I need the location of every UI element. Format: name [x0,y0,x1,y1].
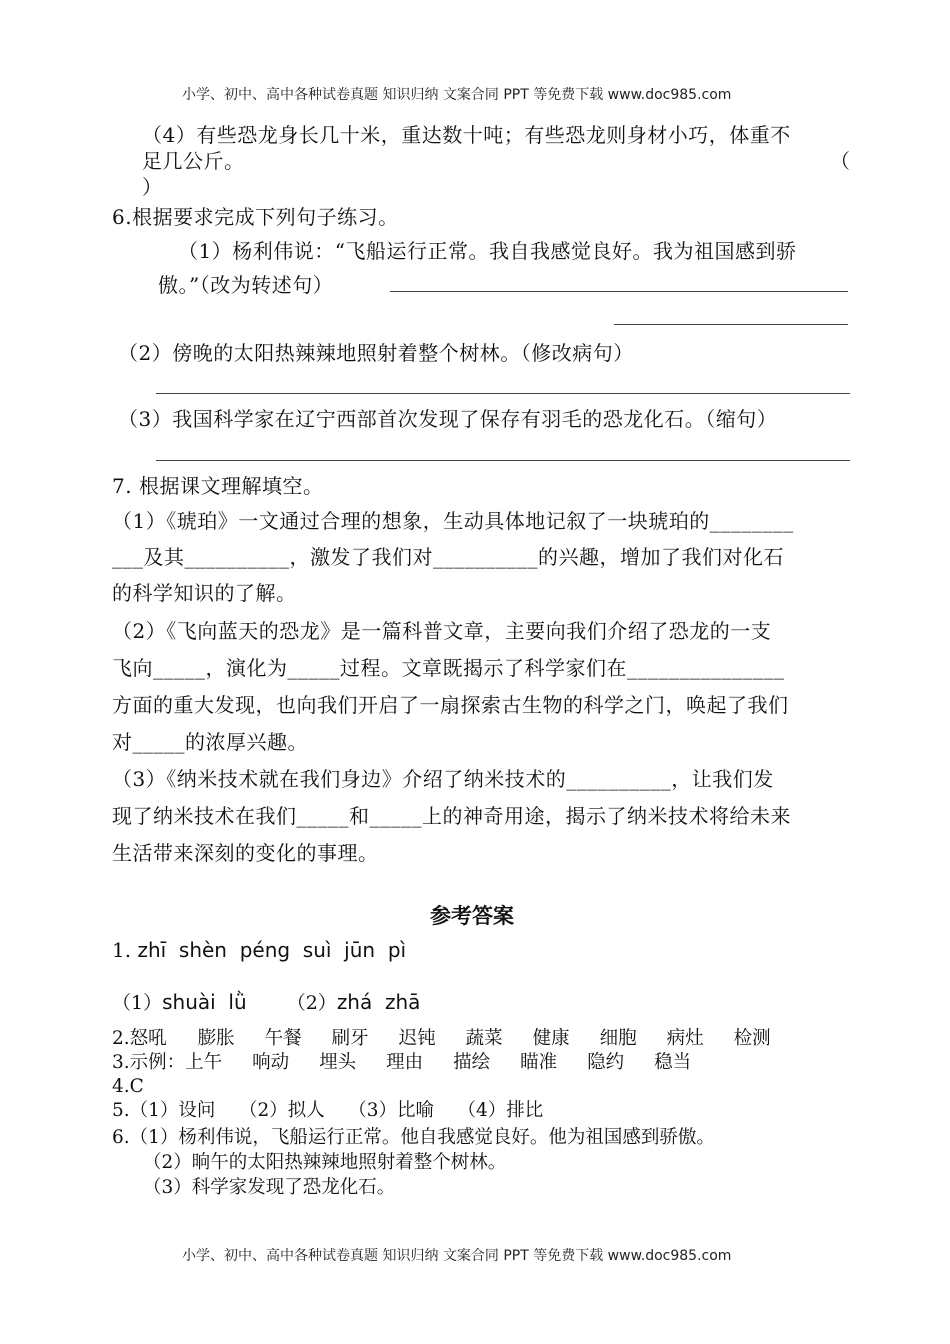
q7-p3-line3: 生活带来深刻的变化的事理。 [112,841,379,865]
q6-item2: （2）傍晚的太阳热辣辣地照射着整个树林。（修改病句） [118,341,634,365]
answer-6-item2: （2）晌午的太阳热辣辣地照射着整个树林。 [143,1152,507,1173]
pinyin-item: péng [239,938,291,962]
word: 上午 [185,1052,223,1073]
word: 细胞 [599,1028,637,1049]
q5-item4-paren-close: ） [142,175,163,199]
q6-item3: （3）我国科学家在辽宁西部首次发现了保存有羽毛的恐龙化石。（缩句） [118,407,778,431]
pinyin-item: jūn [344,938,376,962]
word: 刷牙 [331,1028,369,1049]
answer-3-row [112,1051,691,1075]
answer-1-number: 1. [112,938,132,962]
word: 膨胀 [197,1028,235,1049]
word: 迟钝 [398,1028,436,1049]
answer-4: 4.C [112,1076,144,1097]
pinyin-item: zhī [137,938,167,962]
pinyin-item: pì [387,938,407,962]
answer-1-sub2: zhá zhā [336,990,421,1014]
answer-5: 5.（1）设问 （2）拟人 （3）比喻 （4）排比 [112,1100,544,1121]
q7-p2-line3: 方面的重大发现，也向我们开启了一扇探索古生物的科学之门，唤起了我们 [112,693,789,717]
q7-p1-line3: 的科学知识的了解。 [112,581,297,605]
word: 响动 [252,1052,290,1073]
answer-1-sub1-label: （1） [112,992,163,1014]
word: 病灶 [666,1028,704,1049]
word: 检测 [733,1028,771,1049]
word: 隐约 [587,1052,625,1073]
q7-p2-line2: 飞向_____，演化为_____过程。文章既揭示了科学家们在_______________ [112,656,785,680]
answer-2-row [112,1027,771,1051]
word: 稳当 [654,1052,692,1073]
q6-item1-line1: （1）杨利伟说：“飞船运行正常。我自我感觉良好。我为祖国感到骄 [178,239,797,263]
q6-item1-answer-line2[interactable] [614,324,848,325]
q7-p1-line1: （1）《琥珀》一文通过合理的想象，生动具体地记叙了一块琥珀的________ [112,509,794,533]
q6-item2-answer-line[interactable] [156,393,850,394]
pinyin-item: shèn [178,938,227,962]
q5-item4-paren-open: （ [830,149,851,173]
word: 蔬菜 [465,1028,503,1049]
q7-p2-line4: 对_____的浓厚兴趣。 [112,730,308,754]
word: 埋头 [319,1052,357,1073]
q6-item1-line2: 傲。”（改为转述句） [158,273,334,297]
answer-1-sub2-label: （2） [286,992,337,1014]
word: 理由 [386,1052,424,1073]
word: 瞄准 [520,1052,558,1073]
answer-1-pinyin [137,938,406,962]
q7-p1-line2: ___及其__________，激发了我们对__________的兴趣，增加了我们对化石 [112,545,784,569]
answer-1-sub1: shuài lǜ [162,990,247,1014]
word: 怒吼 [129,1028,167,1049]
word: 午餐 [264,1028,302,1049]
q7-title: 7. 根据课文理解填空。 [112,474,324,498]
q6-title: 6.根据要求完成下列句子练习。 [112,205,399,229]
page-footer: 小学、初中、高中各种试卷真题 知识归纳 文案合同 PPT 等免费下载 www.doc985.com [182,1248,732,1264]
q5-item4-line2: 足几公斤。 [142,149,245,173]
word: 健康 [532,1028,570,1049]
q7-p3-line2: 现了纳米技术在我们_____和_____上的神奇用途，揭示了纳米技术将给未来 [112,804,791,828]
answers-title: 参考答案 [430,904,514,928]
answer-3-number: 3.示例： [112,1052,186,1073]
q7-p2-line1: （2）《飞向蓝天的恐龙》是一篇科普文章，主要向我们介绍了恐龙的一支 [112,619,772,643]
q5-item4-line1: （4）有些恐龙身长几十米，重达数十吨；有些恐龙则身材小巧，体重不 [142,123,791,147]
pinyin-item: suì [302,938,332,962]
answer-6-item3: （3）科学家发现了恐龙化石。 [143,1177,396,1198]
q7-p3-line1: （3）《纳米技术就在我们身边》介绍了纳米技术的__________，让我们发 [112,767,774,791]
answer-1-sub-row [112,988,420,1015]
answer-2-number: 2. [112,1028,130,1049]
word: 描绘 [453,1052,491,1073]
q6-item3-answer-line[interactable] [156,460,850,461]
page-header: 小学、初中、高中各种试卷真题 知识归纳 文案合同 PPT 等免费下载 www.doc985.com [182,87,732,103]
answer-1-row [112,938,406,962]
answer-6-item1: 6.（1）杨利伟说，飞船运行正常。他自我感觉良好。他为祖国感到骄傲。 [112,1127,715,1148]
q6-item1-answer-line1[interactable] [390,291,848,292]
